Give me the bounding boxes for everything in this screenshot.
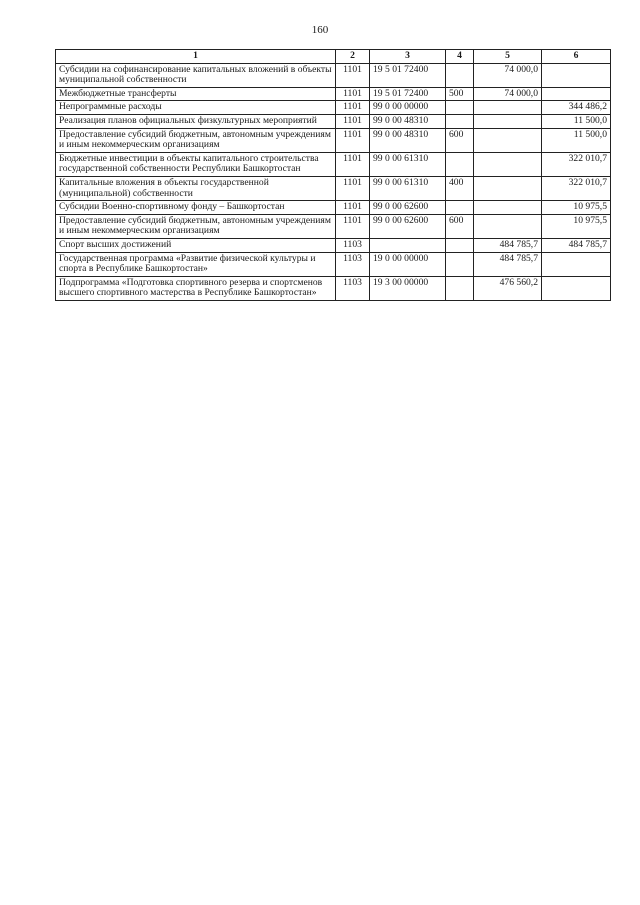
amount-col5-cell [474,176,542,200]
table-row [56,101,611,115]
column-header: 4 [446,50,474,64]
table-row [56,114,611,128]
row-name-cell: Государственная программа «Развитие физической культуры и спорта в Республике Башкортостан» [56,252,336,276]
amount-col6-cell: 10 975,5 [542,201,611,215]
amount-col6-cell [542,63,611,87]
amount-col6-cell [542,276,611,300]
amount-col6-cell: 322 010,7 [542,176,611,200]
table-row [56,214,611,238]
table-row [56,128,611,152]
amount-col6-cell: 10 975,5 [542,214,611,238]
column-header: 1 [56,50,336,64]
column-header: 5 [474,50,542,64]
amount-col5-cell: 484 785,7 [474,252,542,276]
section-code-cell: 1101 [336,201,370,215]
section-code-cell: 1101 [336,152,370,176]
amount-col5-cell [474,214,542,238]
target-article-cell: 99 0 00 48310 [370,114,446,128]
page-number: 160 [311,24,329,36]
row-name-cell: Субсидии Военно-спортивному фонду – Башкортостан [56,201,336,215]
table-row [56,252,611,276]
budget-table [55,49,611,301]
row-name-cell: Непрограммные расходы [56,101,336,115]
table-body [56,63,611,300]
table-row [56,63,611,87]
target-article-cell [370,238,446,252]
target-article-cell: 19 0 00 00000 [370,252,446,276]
amount-col6-cell: 322 010,7 [542,152,611,176]
amount-col6-cell: 484 785,7 [542,238,611,252]
section-code-cell: 1101 [336,214,370,238]
amount-col5-cell [474,114,542,128]
amount-col5-cell [474,128,542,152]
target-article-cell: 19 3 00 00000 [370,276,446,300]
target-article-cell: 19 5 01 72400 [370,63,446,87]
row-name-cell: Спорт высших достижений [56,238,336,252]
expense-type-cell: 500 [446,87,474,101]
row-name-cell: Субсидии на софинансирование капитальных вложений в объекты муниципальной собственности [56,63,336,87]
expense-type-cell [446,114,474,128]
column-header: 3 [370,50,446,64]
row-name-cell: Межбюджетные трансферты [56,87,336,101]
table-row [56,201,611,215]
amount-col5-cell [474,152,542,176]
amount-col5-cell: 74 000,0 [474,63,542,87]
table-row [56,176,611,200]
row-name-cell: Предоставление субсидий бюджетным, автономным учреждениям и иным некоммерческим организациям [56,128,336,152]
target-article-cell: 99 0 00 00000 [370,101,446,115]
target-article-cell: 99 0 00 61310 [370,176,446,200]
column-header: 2 [336,50,370,64]
amount-col5-cell: 74 000,0 [474,87,542,101]
section-code-cell: 1101 [336,114,370,128]
expense-type-cell: 600 [446,128,474,152]
table-row [56,152,611,176]
expense-type-cell [446,252,474,276]
amount-col5-cell [474,201,542,215]
target-article-cell: 99 0 00 62600 [370,214,446,238]
target-article-cell: 99 0 00 48310 [370,128,446,152]
section-code-cell: 1101 [336,128,370,152]
expense-type-cell [446,238,474,252]
row-name-cell: Капитальные вложения в объекты государственной (муниципальной) собственности [56,176,336,200]
amount-col5-cell [474,101,542,115]
amount-col6-cell: 11 500,0 [542,128,611,152]
section-code-cell: 1103 [336,276,370,300]
section-code-cell: 1101 [336,63,370,87]
row-name-cell: Предоставление субсидий бюджетным, автономным учреждениям и иным некоммерческим организациям [56,214,336,238]
table-header [56,50,611,64]
row-name-cell: Реализация планов официальных физкультурных мероприятий [56,114,336,128]
expense-type-cell [446,101,474,115]
row-name-cell: Подпрограмма «Подготовка спортивного резерва и спортсменов высшего спортивного мастерства в Республике Башкортостан» [56,276,336,300]
section-code-cell: 1103 [336,238,370,252]
expense-type-cell: 400 [446,176,474,200]
target-article-cell: 19 5 01 72400 [370,87,446,101]
section-code-cell: 1101 [336,101,370,115]
table-row [56,276,611,300]
amount-col6-cell [542,87,611,101]
expense-type-cell [446,201,474,215]
expense-type-cell: 600 [446,214,474,238]
column-header: 6 [542,50,611,64]
table-row [56,238,611,252]
target-article-cell: 99 0 00 61310 [370,152,446,176]
expense-type-cell [446,152,474,176]
expense-type-cell [446,276,474,300]
amount-col6-cell: 344 486,2 [542,101,611,115]
header-row [56,50,611,64]
section-code-cell: 1101 [336,87,370,101]
target-article-cell: 99 0 00 62600 [370,201,446,215]
section-code-cell: 1101 [336,176,370,200]
amount-col6-cell: 11 500,0 [542,114,611,128]
section-code-cell: 1103 [336,252,370,276]
amount-col5-cell: 476 560,2 [474,276,542,300]
row-name-cell: Бюджетные инвестиции в объекты капитального строительства государственной собственности Республики Башкортостан [56,152,336,176]
expense-type-cell [446,63,474,87]
table-row [56,87,611,101]
amount-col6-cell [542,252,611,276]
amount-col5-cell: 484 785,7 [474,238,542,252]
